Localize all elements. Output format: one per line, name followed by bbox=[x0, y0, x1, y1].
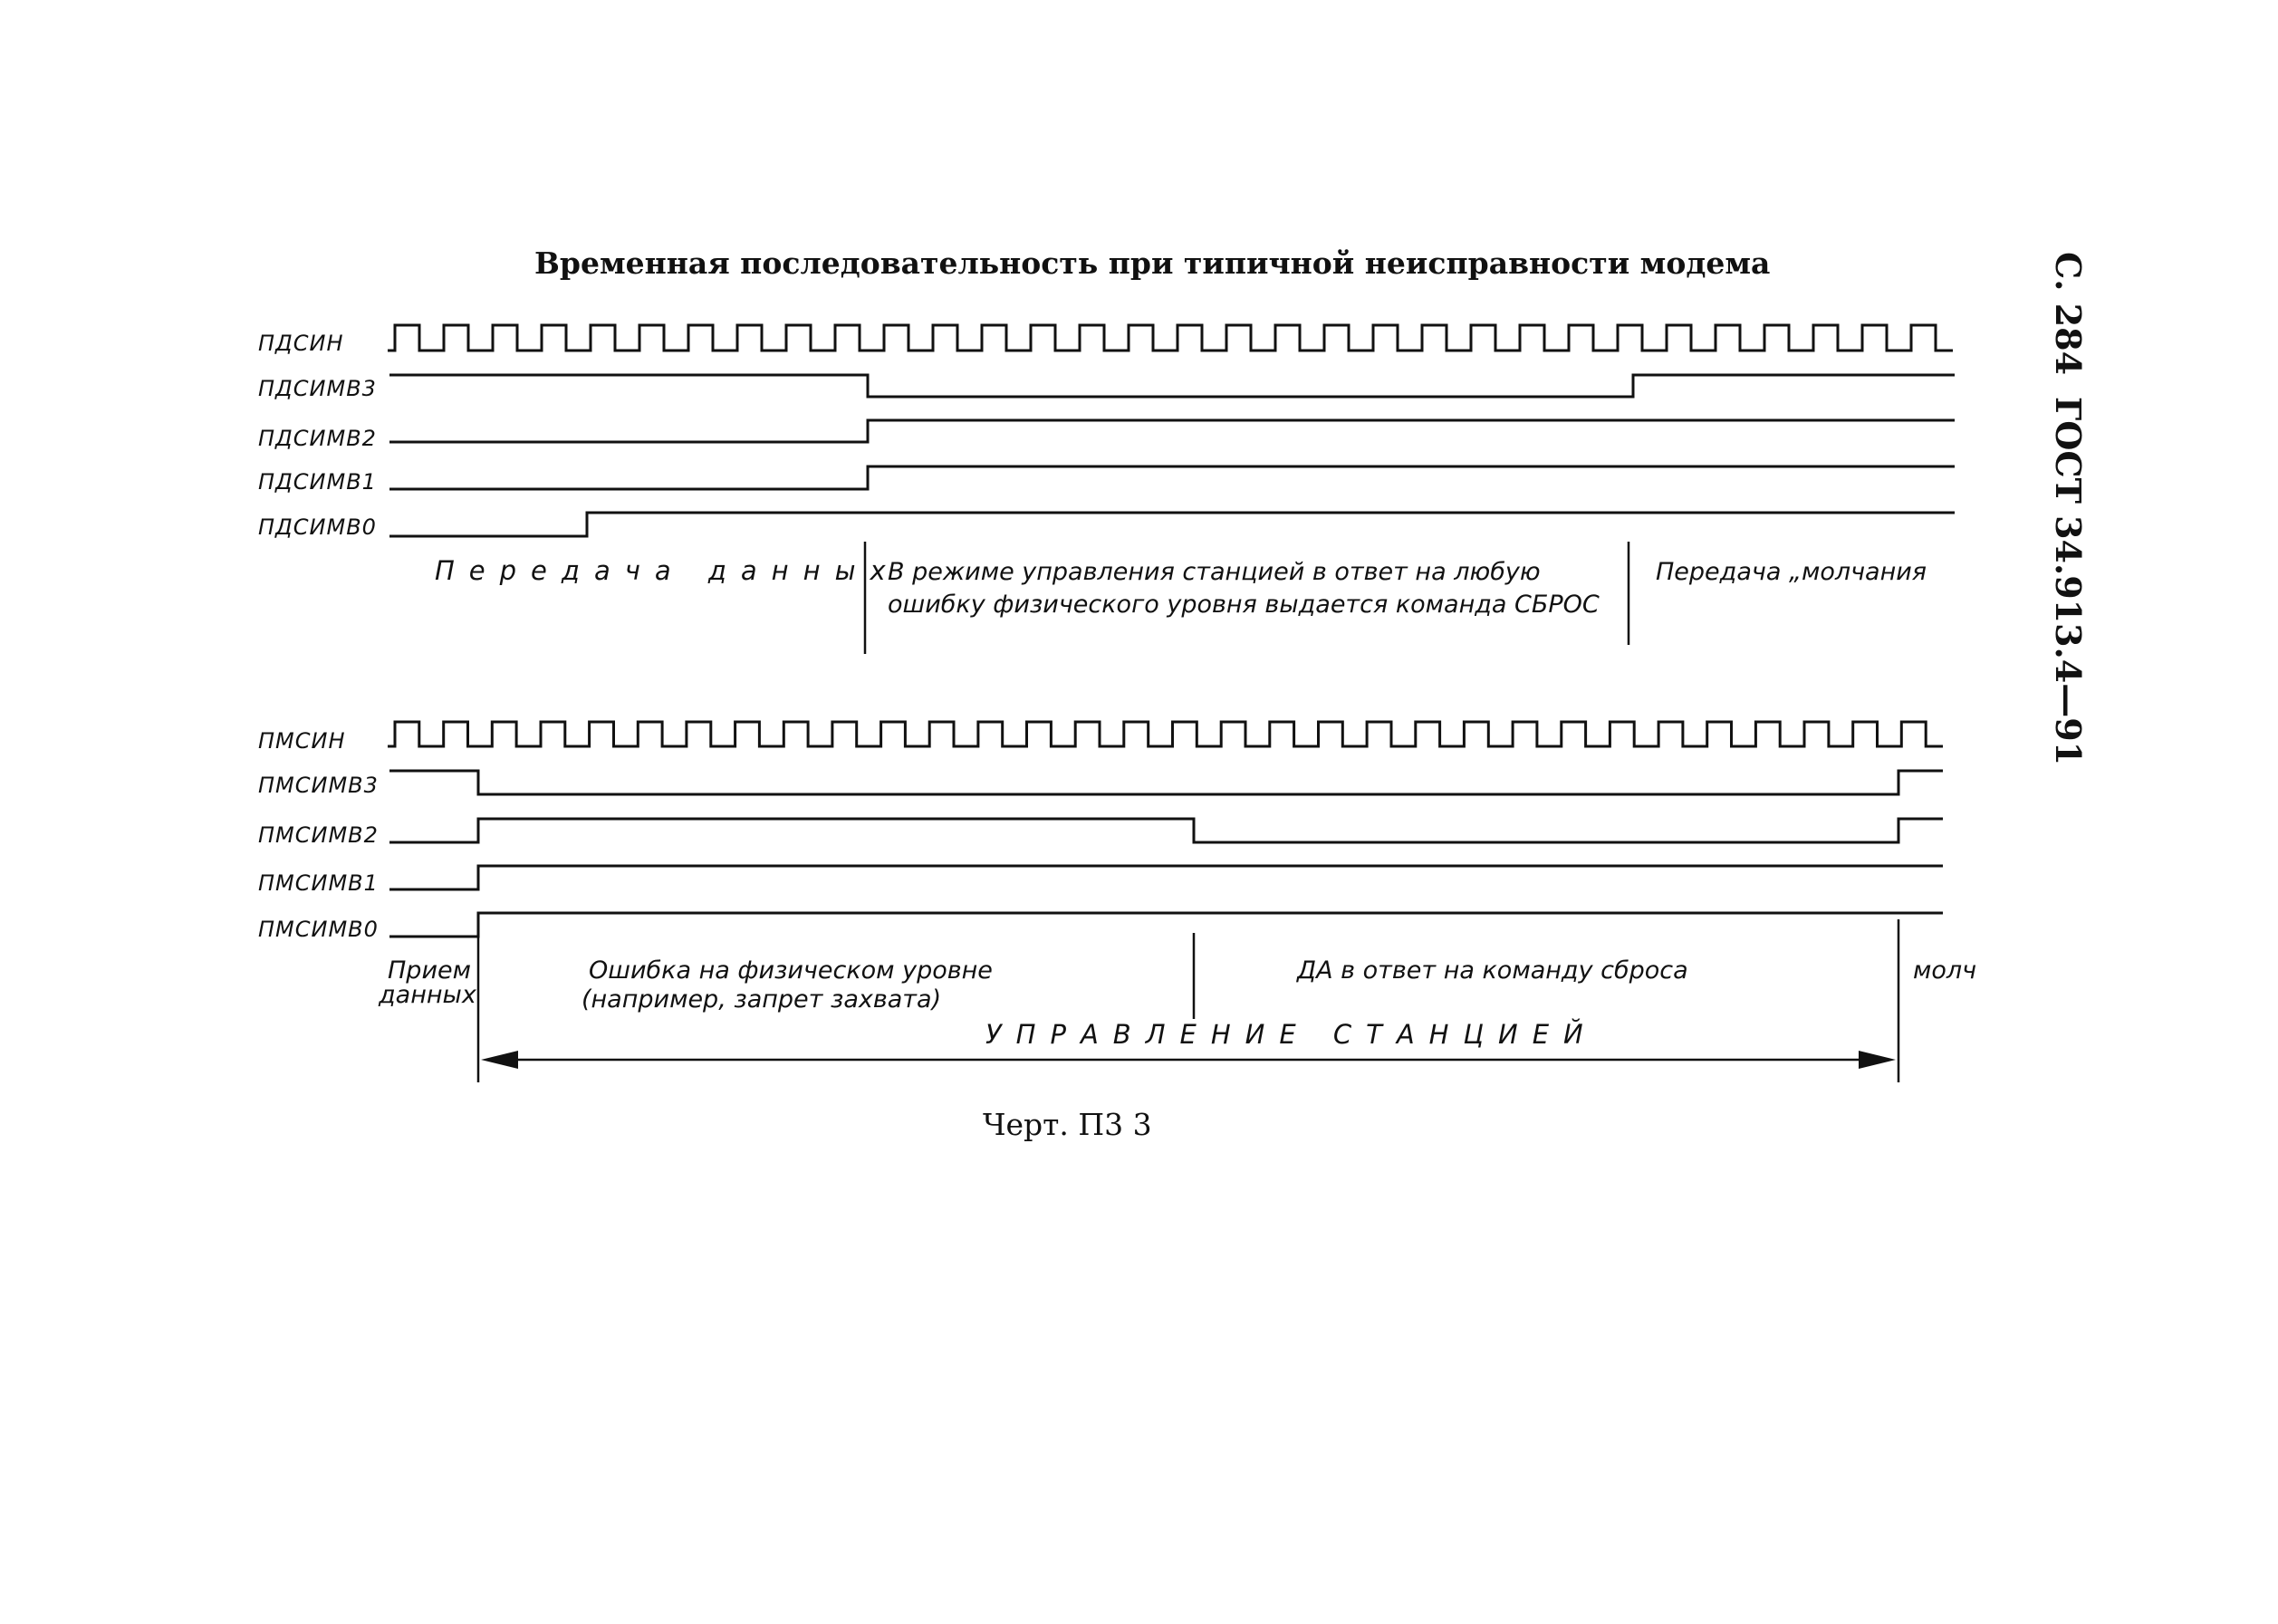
span-arrow-right-head bbox=[1859, 1051, 1896, 1069]
phase-label-station-control-line1: В режиме управления станцией в ответ на любую bbox=[888, 558, 1541, 586]
figure-caption: Черт. П3 3 bbox=[983, 1107, 1152, 1142]
waveform-pmsimv0 bbox=[389, 913, 1943, 937]
waveform-pdsimv1 bbox=[389, 466, 1955, 489]
phase-label-da-response: ДА в ответ на команду сброса bbox=[1297, 956, 1688, 985]
signal-label-pdsin: ПДСИН bbox=[258, 331, 344, 356]
signal-label-pmsimv3: ПМСИМВ3 bbox=[258, 773, 379, 798]
phase-label-silence-short: молч bbox=[1913, 956, 1977, 985]
span-arrow-left-head bbox=[481, 1051, 518, 1069]
phase-label-receive-line1: Прием bbox=[388, 956, 471, 985]
top-timing-diagram bbox=[258, 325, 1955, 654]
figure-title: Временная последовательность при типичной неисправности модема bbox=[534, 245, 1771, 281]
signal-label-pmsin: ПМСИН bbox=[258, 728, 346, 754]
phase-label-receive-line2: данных bbox=[379, 981, 476, 1009]
phase-label-station-control-line2: ошибку физического уровня выдается команда СБРОС bbox=[888, 591, 1600, 619]
span-label-station-control: УПРАВЛЕНИЕ СТАНЦИЕЙ bbox=[985, 1019, 1598, 1050]
bottom-timing-diagram bbox=[258, 722, 1976, 1082]
signal-label-pmsimv0: ПМСИМВ0 bbox=[258, 917, 379, 942]
page-side-header bbox=[2048, 252, 2089, 765]
waveform-pdsimv2 bbox=[389, 420, 1955, 442]
page-number: С. 284 bbox=[2048, 252, 2089, 376]
signal-label-pmsimv2: ПМСИМВ2 bbox=[258, 822, 379, 848]
waveform-pmsimv2 bbox=[389, 819, 1943, 842]
standard-number: ГОСТ 34.913.4—91 bbox=[2048, 397, 2089, 766]
waveform-pdsimv0 bbox=[389, 513, 1955, 536]
signal-label-pdsimv3: ПДСИМВ3 bbox=[258, 376, 377, 401]
phase-label-data-transfer: Передача данных bbox=[435, 555, 900, 586]
waveform-pmsimv3 bbox=[389, 771, 1943, 794]
signal-label-pdsimv2: ПДСИМВ2 bbox=[258, 426, 377, 451]
signal-label-pmsimv1: ПМСИМВ1 bbox=[258, 870, 379, 896]
waveform-pmsimv1 bbox=[389, 866, 1943, 889]
phase-label-silence: Передача „молчания bbox=[1656, 558, 1927, 586]
signal-label-pdsimv1: ПДСИМВ1 bbox=[258, 469, 377, 495]
phase-label-physical-error-line2: (например, запрет захвата) bbox=[582, 985, 942, 1014]
clock-waveform-pmsin bbox=[388, 722, 1943, 746]
clock-waveform-pdsin bbox=[388, 325, 1953, 351]
signal-label-pdsimv0: ПДСИМВ0 bbox=[258, 514, 377, 540]
waveform-pdsimv3 bbox=[389, 375, 1955, 397]
phase-label-physical-error-line1: Ошибка на физическом уровне bbox=[589, 956, 993, 985]
